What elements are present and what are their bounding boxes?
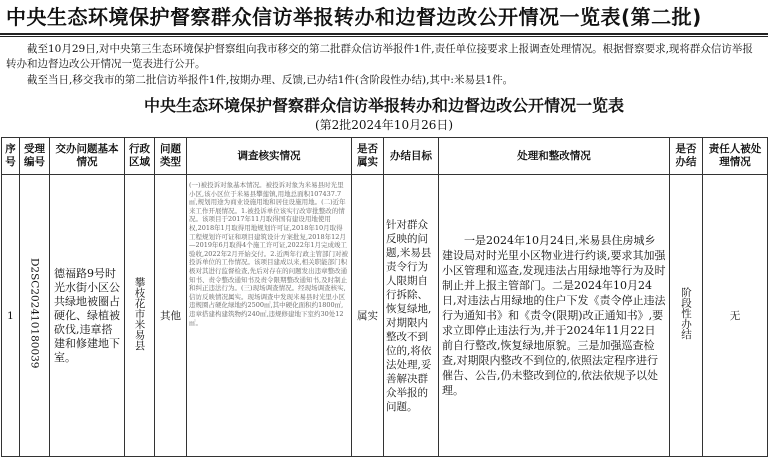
batch-label: (第2批2024年10月26日) [314,118,454,132]
page-title: 中央生态环境保护督察群众信访举报转办和边督边改公开情况一览表(第二批) [6,5,702,29]
cell-case-no [20,175,50,457]
header-responsible: 责任人被处理情况 [703,138,768,175]
table-header-row [2,138,768,175]
cell-investigation: (一)被投诉对象基本情况。被投诉对象为米易县时光里小区,该小区位于米易县攀莲镇,用地总面积107437.7㎡,规划用途为商业设施用地和居住设施用地。(二)近年来工作开展情况。1.被投诉单位该实行改审批整改的情况。该项目于2017年11月取得国有建设用地使用权,2018年1月取得用地规划许可证,2018年10月取得工程规划许可证和项目建筑设计方案批复,2018年12月—2019年6月取得4个施工许可证,2022年1月完成竣工验收,2022年2月开始交付。2.近两年行政主管部门对被投诉单位的工作情况。该项目建成以来,相关职能部门积极对其进行监督检查,先后对存在的问题发出违章整改通知书、责令整改通知书及责令限期整改通知书,及时制止和纠正违法行为。(三)现场调查情况。经现场调查核实,信访反映情况属实。现场调查中发现米易县时光里小区违规圈占硬化绿地约2500㎡,其中硬化面积约1800㎡,违章搭建构建筑物约240㎡,违规修建地下室约30处12㎡。 [187,175,352,457]
intro-paragraph-1: 截至10月29日,对中央第三生态环境保护督察组向我市移交的第二批群众信访举报件1件,责任单位接要求上报调查处理情况。根据督察要求,现将群众信访举报转办和边督边改公开情况一览表进行公开。 [6,43,753,70]
header-goal: 办结目标 [384,138,439,175]
cell-category: 其他 [155,175,187,457]
case-number: D2SC202410180039 [28,258,41,369]
table-row [2,175,768,457]
title-divider-thin [0,36,768,37]
header-category: 问题类型 [155,138,187,175]
cell-handling: 一是2024年10月24日,米易县住房城乡建设局对时光里小区物业进行约谈,要求其加强小区管理和巡查,发现违法占用绿地等行为及时制止并上报主管部门。二是2024年10月24日,对违法占用绿地的住户下发《责令停止违法行为通知书》和《责令(限期)改正通知书》,要求立即停止违法行为,并于2024年11月22日前自行整改,恢复绿地原貌。三是加强巡查检查,对期限内整改不到位的,依照法定程序进行催告、公告,仍未整改到位的,依法依规予以处理。 [439,175,670,457]
region-text: 攀枝花市米易县 [133,276,146,351]
header-region: 行政区域 [125,138,155,175]
cell-goal: 针对群众反映的问题,米易县责令行为人限期自行拆除、恢复绿地,对期限内整改不到位的,将依法处理,妥善解决群众举报的问题。 [384,175,439,457]
cell-seq: 1 [2,175,20,457]
closed-status: 阶段性办结 [680,287,692,340]
cell-verified: 属实 [352,175,384,457]
cell-problem: 德福路9号时光水街小区公共绿地被圈占硬化、绿植被砍伐,违章搭建和修建地下室。 [50,175,125,457]
header-case-no: 受理编号 [20,138,50,175]
cell-closed [670,175,703,457]
header-seq: 序号 [2,138,20,175]
header-handling: 处理和整改情况 [439,138,670,175]
header-investigation: 调查核实情况 [187,138,352,175]
header-closed: 是否办结 [670,138,703,175]
cell-region [125,175,155,457]
disclosure-table [1,137,768,457]
intro-paragraph-2: 截至当日,移交我市的第二批信访举报件1件,按期办理、反馈,已办结1件(含阶段性办结),其中:米易县1件。 [27,74,514,86]
cell-responsible: 无 [703,175,768,457]
header-verified: 是否属实 [352,138,384,175]
table-title: 中央生态环境保护督察群众信访举报转办和边督边改公开情况一览表 [143,96,624,115]
header-problem: 交办问题基本情况 [50,138,125,175]
title-divider [0,33,768,35]
